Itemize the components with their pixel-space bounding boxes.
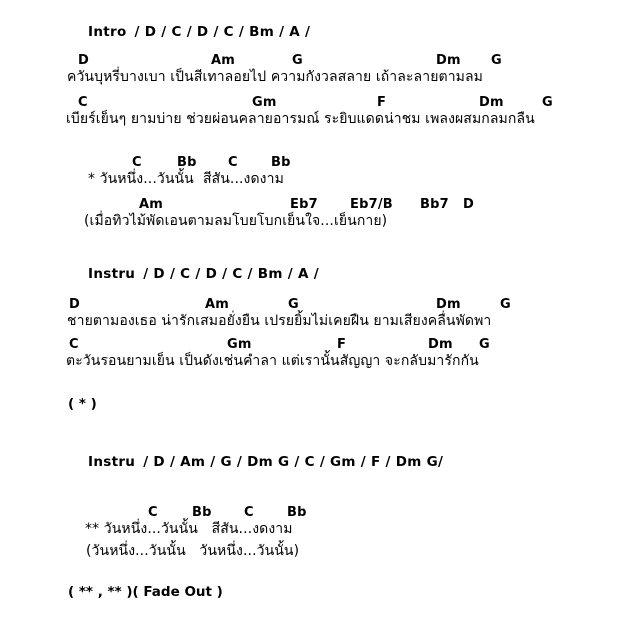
instru1-section-line xyxy=(68,254,319,295)
chord: G xyxy=(288,297,299,312)
chord: Gm xyxy=(227,337,252,352)
chord: Bb xyxy=(287,505,307,520)
ending-marker: ( ** , ** )( Fade Out ) xyxy=(68,584,223,600)
chord: D xyxy=(463,197,474,212)
chord: Am xyxy=(211,53,236,68)
instru2-section-line xyxy=(68,442,443,483)
instru2-label: Instru xyxy=(88,453,136,470)
verse2-line1-lyric: ชายตามองเธอ น่ารักเสมอยั่งยืน เปรยยิ้มไม่เคยฝืน ยามเสียงคลื่นพัดพา xyxy=(67,313,492,329)
instru1-progression: / D / C / D / C / Bm / A / xyxy=(143,265,319,282)
chord: Eb7/B xyxy=(350,197,393,212)
chord: G xyxy=(500,297,511,312)
chord: Bb7 xyxy=(420,197,449,212)
chord: Bb xyxy=(192,505,212,520)
chord: C xyxy=(69,337,79,352)
chord: Dm xyxy=(428,337,453,352)
chorus1-line1-lyric: * วันหนึ่ง...วันนั้น สีสัน...งดงาม xyxy=(88,171,284,187)
chord: Gm xyxy=(252,95,277,110)
chord: Dm xyxy=(436,297,461,312)
repeat-chorus-marker: ( * ) xyxy=(68,396,97,412)
chord: Am xyxy=(205,297,230,312)
chord: Am xyxy=(139,197,164,212)
chorus1-line2-lyric: (เมื่อทิวไม้พัดเอนตามลมโบยโบกเย็นใจ...เย็นกาย) xyxy=(84,213,388,229)
chord: Eb7 xyxy=(290,197,318,212)
instru1-label: Instru xyxy=(88,265,136,282)
chord: G xyxy=(491,53,502,68)
verse1-line1-lyric: ควันบุหรี่บางเบา เป็นสีเทาลอยไป ความกังวลสลาย เถ้าละลายตามลม xyxy=(67,69,483,85)
intro-section-line xyxy=(68,12,310,53)
chord: D xyxy=(78,53,89,68)
chord: G xyxy=(479,337,490,352)
instru2-progression: / D / Am / G / Dm G / C / Gm / F / Dm G/ xyxy=(143,453,444,470)
chord: C xyxy=(78,95,88,110)
chorus2-line2-lyric: (วันหนึ่ง...วันนั้น วันหนึ่ง...วันนั้น) xyxy=(86,543,300,559)
chord: F xyxy=(337,337,347,352)
chord: C xyxy=(244,505,254,520)
chord: Dm xyxy=(479,95,504,110)
chord: C xyxy=(228,155,238,170)
chord: D xyxy=(69,297,80,312)
chord: Bb xyxy=(177,155,197,170)
chorus2-line1-lyric: ** วันหนึ่ง...วันนั้น สีสัน...งดงาม xyxy=(85,521,293,537)
chord: G xyxy=(542,95,553,110)
verse2-line2-lyric: ตะวันรอนยามเย็น เป็นดังเช่นคำลา แต่เรานั้นสัญญา จะกลับมารักกัน xyxy=(66,353,479,369)
chord: Dm xyxy=(436,53,461,68)
intro-progression: / D / C / D / C / Bm / A / xyxy=(134,23,311,40)
chord: G xyxy=(292,53,303,68)
verse1-line2-lyric: เบียร์เย็นๆ ยามบ่าย ช่วยผ่อนคลายอารมณ์ ระยิบแดดน่าชม เพลงผสมกลมกลืน xyxy=(66,111,535,127)
chord: Bb xyxy=(271,155,291,170)
chord: F xyxy=(377,95,387,110)
intro-label: Intro xyxy=(88,23,127,40)
chord: C xyxy=(148,505,158,520)
chord: C xyxy=(132,155,142,170)
verse2-line2-chords xyxy=(0,338,620,429)
